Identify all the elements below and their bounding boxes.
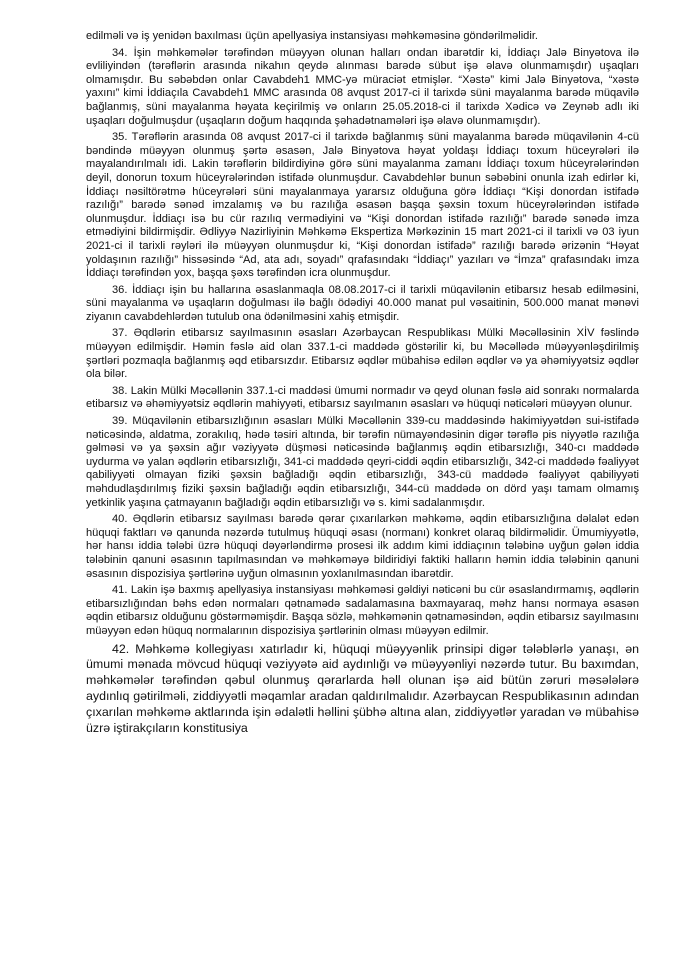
paragraph-40: 40. Əqdlərin etibarsız sayılması barədə qərar çıxarılarkən məhkəmə, əqdin etibarsızlığına dəlalət edən hüquqi faktları və qanunda nəzərdə tutulmuş hüquqi əsası (normanı) konkret olaraq bildirməlidir. Ümumiyyətlə, hər hansı iddia tələbi üzrə hüquqi dəyərləndirmə prosesi ilk addım kimi iddiaçının tələbinə uyğun gələn iddia tələbinin qanuni əsasının tapılmasından və məhkəməyə bildiridiyi faktiki halların həmin iddia tələbinin qanuni əsasının dispozisiya şərtlərinə uyğun olmasının yoxlanılmasından ibarətdir.	[86, 513, 639, 580]
paragraph-38: 38. Lakin Mülki Məcəllənin 337.1-ci maddəsi ümumi normadır və qeyd olunan fəslə aid sonrakı normalarda etibarsız və əhəmiyyətsiz əqdlərin mahiyyəti, etibarsız sayılmanın əsasları və hüquqi nəticələri müəyyən olunur.	[86, 384, 639, 411]
paragraph-35: 35. Tərəflərin arasında 08 avqust 2017-ci il tarixdə bağlanmış süni mayalanma barədə müqavilənin 4-cü bəndində müəyyən olunmuş şərtə əsasən, Jalə Binyətova həyat yoldaşı İddiaçı toxum hüceyrələri ilə mayalandırılmalı idi. Lakin tərəflərin bildirdiyinə görə süni mayalanma zamanı İddiaçı toxum hüceyrələrindən deyil, donorun toxum hüceyrələrindən istifadə olunmuşdur. Cavabdehlər bunun səbəbini onunla izah edirlər ki, İddiaçı nəsiltörətmə hüceyrələri süni mayalanmaya yararsız olduğuna görə İddiaçı “Kişi donordan istifadə razılığı” barədə sənəd imzalamış və bu razılığa əsasən başqa şəxsin toxum hüceyrələrindən istifadə olunmuşdur. İddiaçı isə bu cür razılıq vermədiyini və “Kişi donordan istifadə razılığı” barədə sənədə imza etmədiyini bildirmişdir. Ədliyyə Nazirliyinin Məhkəmə Ekspertiza Mərkəzinin 15 mart 2021-ci il tarixli və 03 iyun 2021-ci il tarixli rəyləri ilə müəyyən olunmuşdur ki, “Kişi donordan istifadə” razılığı barədə ərizənin “Həyat yoldaşının razılığı” hissəsində “Ad, ata adı, soyadı” qrafasındakı “İddiaçı” yazıları və “İmza” qrafasındakı imza İddiaçı tərəfindən yox, başqa şəxs tərəfindən icra olunmuşdur.	[86, 131, 639, 280]
paragraph-39: 39. Müqavilənin etibarsızlığının əsasları Mülki Məcəllənin 339-cu maddəsində hakimiyyətdən sui-istifadə nəticəsində, aldatma, zorakılıq, hədə təsiri altında, bir tərəfin nümayəndəsinin digər tərəflə pis niyyətlə razılığa gəlməsi və ya şəxsin ağır vəziyyətə düşməsi nəticəsində bağlanmış əqdin etibarsızlığı, 340-cı maddədə uydurma və yalan əqdlərin etibarsızlığı, 341-ci maddədə qeyri-ciddi əqdin etibarsızlığı, 342-ci maddədə fəaliyyət qabiliyyəti olmayan fiziki şəxsin bağladığı əqdin etibarsızlığı, 343-cü maddədə fəaliyyət qabiliyyəti məhdudlaşdırılmış fiziki şəxsin bağladığı əqdin etibarsızlığı, 344-cü maddədə on dörd yaşı tamam olmamış yetkinlik yaşına çatmayanın bağladığı əqdin etibarsızlığı və s. kimi sadalanmışdır.	[86, 415, 639, 509]
paragraph-36: 36. İddiaçı işin bu hallarına əsaslanmaqla 08.08.2017-ci il tarixli müqavilənin etibarsız hesab edilməsini, süni mayalanma və uşaqların doğulması ilə bağlı ödədiyi 40.000 manat pul vəsaitinin, 500.000 manat mənəvi ziyanın cavabdehlərdən tutulub ona ödənilməsini xahiş etmişdir.	[86, 283, 639, 323]
paragraph-42: 42. Məhkəmə kollegiyası xatırladır ki, hüquqi müəyyənlik prinsipi digər tələblərlə yanaşı, ən ümumi mənada mövcud hüquqi vəziyyətə aid aydınlığı və müəyyənliyi nəzərdə tutur. Bu baxımdan, məhkəmələr tərəfindən qəbul olunmuş qərarlarda həll olunan işə aid bütün zəruri məsələlərə aydınlıq gətirilməli, ziddiyyətli məqamlar aradan qaldırılmalıdır. Azərbaycan Respublikasının adından çıxarılan məhkəmə aktlarında işin ədalətli həllini şübhə altına alan, ziddiyyətlər yaradan və mübahisə üzrə iştirakçıların konstitusiya	[86, 641, 639, 735]
paragraph-continuation: edilməli və iş yenidən baxılması üçün apellyasiya instansiyası məhkəməsinə göndərilməlidir.	[86, 30, 538, 42]
paragraph-41: 41. Lakin işə baxmış apellyasiya instansiyası məhkəməsi gəldiyi nəticəni bu cür əsaslandırmamış, əqdlərin etibarsızlığından bəhs edən normaları qətnamədə sadalamasına baxmayaraq, məhz hansı normaya əsasən əqdin etibarsız olduğunu göstərməmişdir. Başqa sözlə, məhkəmənin qətnaməsindən, əqdin etibarsız sayılmasını müəyyən edən hüquq normalarının dispozisiya şərtlərinin olması müəyyən edilmir.	[86, 584, 639, 637]
paragraph-34: 34. İşin məhkəmələr tərəfindən müəyyən olunan halları ondan ibarətdir ki, İddiaçı Jalə Binyətova ilə evliliyindən (tərəflərin arasında nikahın qeydə alınması barədə sübut işə əlavə olunmamışdır) uşaqları olmamışdır. Bu səbəbdən onlar Cavabdeh1 MMC-yə müraciət etmişlər. “Xəstə” kimi Jalə Binyətova, “xəstə yaxını” kimi İddiaçıla Cavabdeh1 MMC arasında 08 avqust 2017-ci il tarixdə süni mayalanma barədə müqavilə bağlanmış, süni mayalanma həyata keçirilmiş və onların 25.05.2018-ci il tarixdə Xədicə və Zeynəb adlı iki uşaqları doğulmuşdur (uşaqların doğum haqqında şəhadətnamələri işə əlavə olunmamışdır).	[86, 46, 639, 127]
paragraph-37: 37. Əqdlərin etibarsız sayılmasının əsasları Azərbaycan Respublikası Mülki Məcəlləsinin XİV fəslində müəyyən edilmişdir. Həmin fəslə aid olan 337.1-ci maddədə göstərilir ki, bu Məcəllədə müəyyənləşdirilmiş şərtləri pozmaqla bağlanmış əqd etibarsızdır. Etibarsız əqdlər mübahisə edilən əqdlər və ya əhəmiyyətsiz əqdlər ola bilər.	[86, 327, 639, 381]
